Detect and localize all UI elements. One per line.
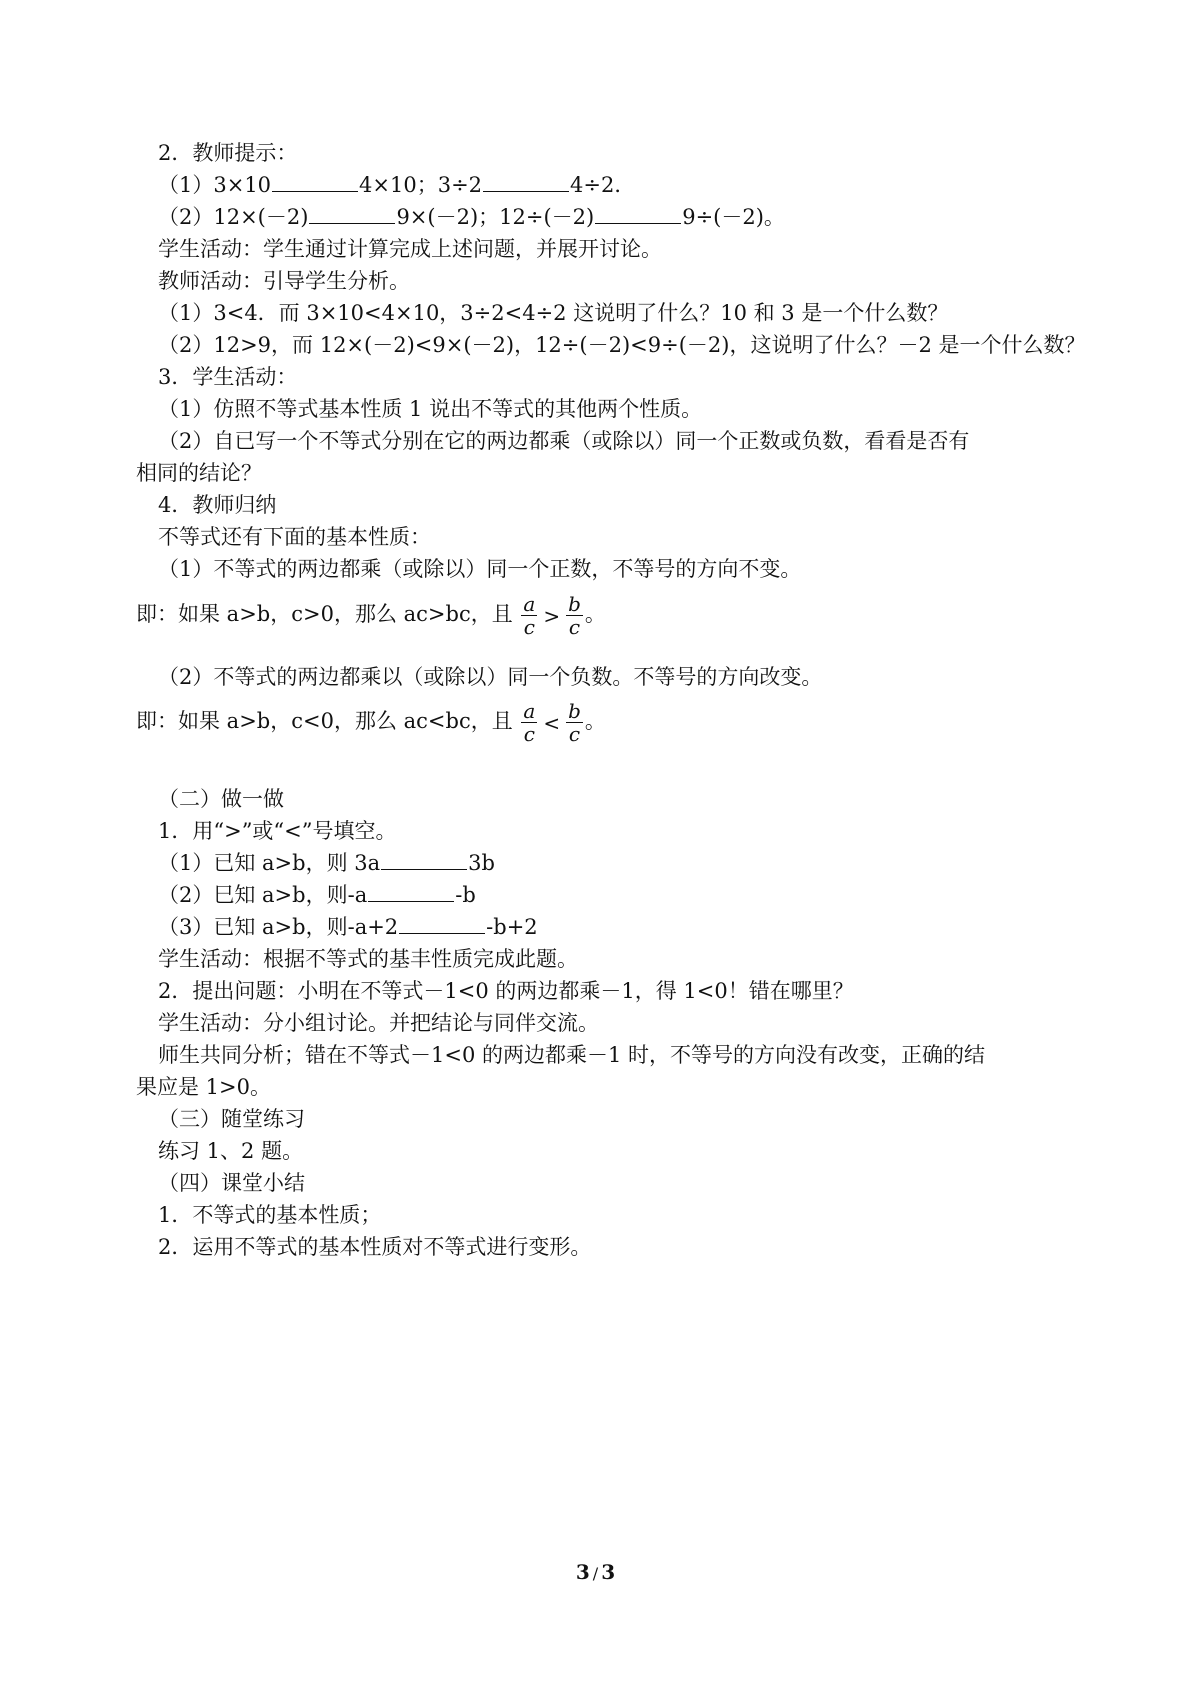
fill-blank — [483, 173, 569, 192]
hint-1-part-c: 4÷2． — [570, 173, 636, 197]
heading-teacher-hint: 2．教师提示： — [158, 141, 298, 165]
property-1-formula — [136, 593, 606, 638]
relation-less: < — [543, 710, 561, 735]
exercise-3-end: -b+2 — [486, 915, 538, 939]
exercise-1-end: 3b — [468, 851, 495, 875]
fraction-a-over-c — [521, 700, 537, 745]
frac-denominator: c — [523, 722, 535, 746]
fill-blank — [309, 205, 395, 224]
formula-1-text: 即：如果 a>b，c>0，那么 ac>bc，且 — [136, 602, 513, 626]
fill-blank — [272, 173, 358, 192]
frac-denominator: c — [568, 615, 581, 639]
page-total: 3 — [601, 1560, 616, 1584]
question-raised: 2．提出问题：小明在不等式－1<0 的两边都乘－1，得 1<0！错在哪里？ — [158, 979, 854, 1003]
relation-greater: > — [543, 603, 561, 628]
teacher-activity: 教师活动：引导学生分析。 — [158, 269, 410, 293]
frac-numerator: b — [568, 592, 581, 616]
section-do-it: （二）做一做 — [158, 787, 284, 811]
hint-2-part-c: 9÷(－2)。 — [682, 205, 785, 229]
summary-item-2: 2．运用不等式的基本性质对不等式进行变形。 — [158, 1235, 592, 1259]
hint-1-part-b: 4×10；3÷2 — [359, 173, 483, 197]
page-separator: / — [592, 1564, 599, 1583]
frac-denominator: c — [523, 615, 535, 639]
fraction-b-over-c — [566, 700, 583, 745]
exercise-1-text: （1）已知 a>b，则 3a — [158, 851, 381, 875]
formula-2-text: 即：如果 a>b，c<0，那么 ac<bc，且 — [136, 709, 513, 733]
hint-2-part-b: 9×(－2)；12÷(－2) — [396, 205, 595, 229]
activity-item-2-cont: 相同的结论？ — [136, 461, 262, 485]
analysis-2: （2）12>9，而 12×(－2)<9×(－2)，12÷(－2)<9÷(－2)，这说明了什么？－2 是一个什么数？ — [158, 333, 1086, 357]
exercise-1 — [158, 850, 495, 876]
page-number — [0, 1560, 1191, 1584]
activity-item-2: （2）自已写一个不等式分别在它的两边都乘（或除以）同一个正数或负数，看看是否有 — [158, 429, 970, 453]
heading-student-activity: 3．学生活动： — [158, 365, 298, 389]
student-activity-2: 学生活动：根据不等式的基丰性质完成此题。 — [158, 947, 578, 971]
hint-line-1 — [158, 172, 635, 198]
analysis-1: （1）3<4．而 3×10<4×10，3÷2<4÷2 这说明了什么？10 和 3 是一个什么数？ — [158, 301, 949, 325]
fraction-b-over-c — [566, 593, 583, 638]
hint-1-part-a: （1）3×10 — [158, 173, 272, 197]
exercise-2-end: -b — [455, 883, 476, 907]
frac-numerator: a — [523, 592, 536, 616]
exercise-3 — [158, 914, 538, 940]
activity-item-1: （1）仿照不等式基本性质 1 说出不等式的其他两个性质。 — [158, 397, 703, 421]
heading-teacher-summary: 4．教师归纳 — [158, 493, 277, 517]
property-2: （2）不等式的两边都乘以（或除以）同一个负数。不等号的方向改变。 — [158, 665, 823, 689]
fill-blank — [368, 883, 454, 902]
hint-line-2 — [158, 204, 785, 230]
frac-numerator: b — [568, 699, 581, 723]
section-practice: （三）随堂练习 — [158, 1107, 305, 1131]
joint-analysis: 师生共同分析；错在不等式－1<0 的两边都乘－1 时，不等号的方向没有改变，正确的结 — [158, 1043, 986, 1067]
exercise-2-text: （2）巳知 a>b，则-a — [158, 883, 368, 907]
property-2-formula — [136, 700, 606, 745]
fraction-a-over-c — [521, 593, 537, 638]
exercise-3-text: （3）已知 a>b，则-a+2 — [158, 915, 399, 939]
formula-1-end: 。 — [584, 602, 606, 626]
practice-items: 练习 1、2 题。 — [158, 1139, 304, 1163]
property-1: （1）不等式的两边都乘（或除以）同一个正数，不等号的方向不变。 — [158, 557, 802, 581]
fill-blank — [399, 915, 485, 934]
section-summary: （四）课堂小结 — [158, 1171, 305, 1195]
page-current: 3 — [575, 1560, 590, 1584]
hint-2-part-a: （2）12×(－2) — [158, 205, 309, 229]
joint-analysis-cont: 果应是 1>0。 — [136, 1075, 271, 1099]
frac-numerator: a — [523, 699, 536, 723]
frac-denominator: c — [568, 722, 581, 746]
formula-2-end: 。 — [584, 709, 606, 733]
fill-blank — [381, 851, 467, 870]
student-activity-1: 学生活动：学生通过计算完成上述问题，并展开讨论。 — [158, 237, 662, 261]
property-intro: 不等式还有下面的基本性质： — [158, 525, 431, 549]
student-activity-3: 学生活动：分小组讨论。并把结论与同伴交流。 — [158, 1011, 599, 1035]
summary-item-1: 1．不等式的基本性质； — [158, 1203, 382, 1227]
exercise-instruction: 1．用“>”或“<”号填空。 — [158, 819, 397, 843]
fill-blank — [595, 205, 681, 224]
exercise-2 — [158, 882, 476, 908]
